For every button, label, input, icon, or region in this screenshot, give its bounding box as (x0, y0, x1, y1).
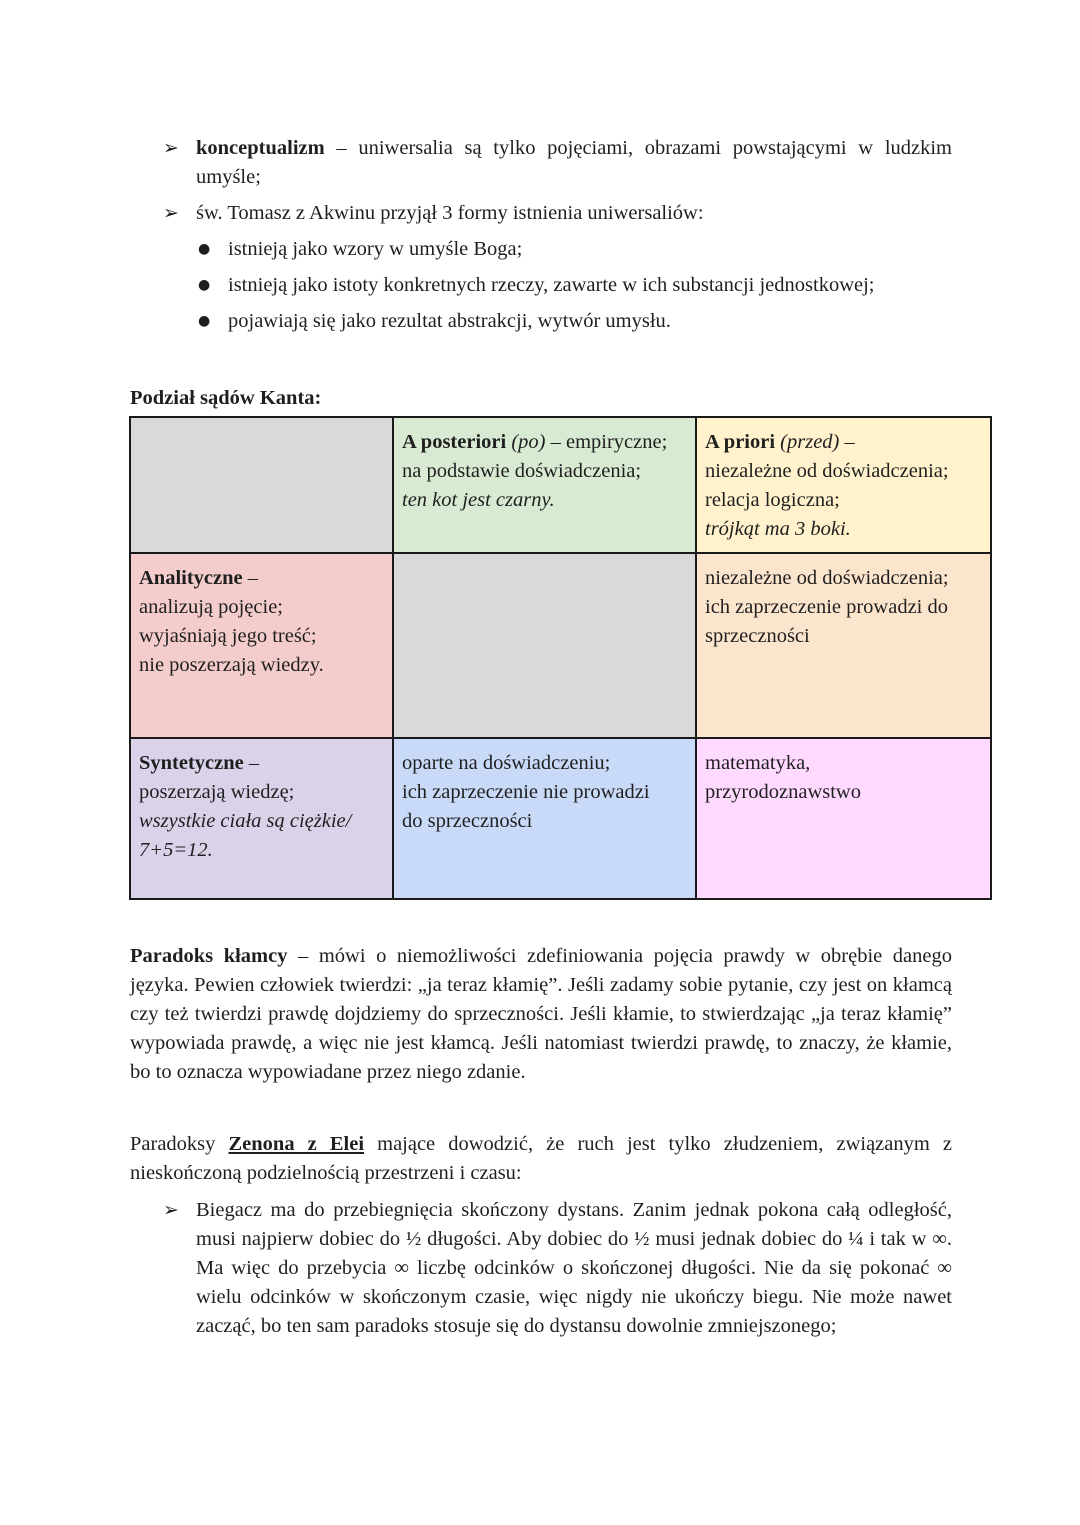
a-priori-example: trójkąt ma 3 boki. (705, 518, 851, 540)
bullet-item (130, 271, 952, 300)
analytic-title: Analityczne (139, 567, 243, 589)
kant-judgments-table (129, 416, 992, 900)
analytic-a-priori-cell (696, 553, 991, 738)
arrow-bullet-icon: ➢ (163, 1199, 179, 1221)
zenon-intro-before: Paradoksy (130, 1133, 229, 1155)
bullet-dot-icon: ● (198, 241, 211, 257)
a-priori-rest: – (839, 431, 855, 453)
analytic-line: nie poszerzają wiedzy. (139, 654, 324, 676)
liar-paradox-paragraph (130, 942, 952, 1087)
synthetic-line: poszerzają wiedzę; (139, 781, 295, 803)
a-posteriori-title: A posteriori (402, 431, 507, 453)
liar-paradox-text: – mówi o niemożliwości zdefiniowania pojęcia prawdy w obrębie danego języka. Pewien człowiek twierdzi: „ja teraz kłamię”. Jeśli zadamy sobie pytanie, czy jest on kłamcą czy też twierdzi prawdę dojdziemy do sprzeczności. Jeśli kłamie, to stwierdzając „ja teraz kłamię” wypowiada prawdę, a więc nie jest kłamcą. Jeśli natomiast twierdzi prawdę, to znaczy, że kłamie, bo to oznacza wypowiadane przez niego zdanie. (130, 945, 952, 1083)
header-a-posteriori (393, 417, 696, 553)
table-row (130, 553, 991, 738)
bullet-text: istnieją jako istoty konkretnych rzeczy, zawarte w ich substancji jednostkowej; (228, 274, 875, 296)
analytic-line: analizują pojęcie; (139, 596, 283, 618)
synthetic-example: wszystkie ciała są ciężkie/ (139, 810, 352, 832)
zenon-list (130, 1196, 952, 1341)
a-posteriori-desc: na podstawie doświadczenia; (402, 460, 642, 482)
list-item-runner-paradox (130, 1196, 952, 1341)
a-posteriori-rest: – empiryczne; (545, 431, 668, 453)
kant-heading-text: Podział sądów Kanta: (130, 387, 322, 409)
term-konceptualizm: konceptualizm (196, 137, 325, 159)
synthetic-a-posteriori-cell (393, 738, 696, 899)
bullet-text: istnieją jako wzory w umyśle Boga; (228, 238, 523, 260)
cell-line: ich zaprzeczenie nie prowadzi (402, 781, 650, 803)
bullet-dot-icon: ● (198, 313, 211, 329)
zenon-intro-paragraph (130, 1130, 952, 1188)
bullet-item (130, 307, 952, 336)
zenon-intro-after: mające dowodzić, że ruch jest tylko złudzeniem, związanym z nieskończoną podzielnością przestrzeni i czasu: (130, 1133, 953, 1184)
table-corner-cell (130, 417, 393, 553)
arrow-bullet-icon: ➢ (163, 202, 179, 224)
cell-line: sprzeczności (705, 625, 810, 647)
table-row (130, 417, 991, 553)
bullet-item (130, 235, 952, 264)
cell-line: do sprzeczności (402, 810, 533, 832)
konceptualizm-definition: – uniwersalia są tylko pojęciami, obrazami powstającymi w ludzkim umyśle; (196, 137, 952, 188)
a-priori-title: A priori (705, 431, 776, 453)
row-header-analytic (130, 553, 393, 738)
analytic-dash: – (242, 567, 258, 589)
analytic-line: wyjaśniają jego treść; (139, 625, 317, 647)
cell-line: matematyka, (705, 752, 811, 774)
a-priori-desc: relacja logiczna; (705, 489, 840, 511)
liar-paradox-term: Paradoks kłamcy (130, 945, 288, 967)
a-posteriori-example: ten kot jest czarny. (402, 489, 555, 511)
header-a-priori (696, 417, 991, 553)
zenon-name-link[interactable]: Zenona z Elei (228, 1133, 365, 1155)
cell-line: niezależne od doświadczenia; (705, 567, 949, 589)
synthetic-a-priori-cell (696, 738, 991, 899)
bullet-dot-icon: ● (198, 277, 211, 293)
runner-paradox-text: Biegacz ma do przebiegnięcia skończony dystans. Zanim jednak pokona całą odległość, musi najpierw dobiec do ½ długości. Aby dobiec do ½ musi jednak dobiec do ¼ i tak w ∞. Ma więc do przebycia ∞ liczbę odcinków o skończonej długości. Nie da się pokonać ∞ wielu odcinków w skończonym czasie, więc nigdy nie ukończy biegu. Nie może nawet zacząć, bo ten sam paradoks stosuje się do dystansu dowolnie zmniejszonego; (196, 1199, 952, 1337)
kant-heading (130, 384, 952, 413)
analytic-a-posteriori-cell (393, 553, 696, 738)
row-header-synthetic (130, 738, 393, 899)
table-row (130, 738, 991, 899)
synthetic-dash: – (243, 752, 260, 774)
synthetic-title: Syntetyczne (139, 752, 244, 774)
cell-line: ich zaprzeczenie prowadzi do (705, 596, 949, 618)
tomasz-text: św. Tomasz z Akwinu przyjął 3 formy istnienia uniwersaliów: (196, 202, 704, 224)
cell-line: przyrodoznawstwo (705, 781, 861, 803)
cell-line: oparte na doświadczeniu; (402, 752, 611, 774)
universals-list (130, 134, 952, 336)
a-priori-latin: (przed) (775, 431, 840, 453)
synthetic-example: 7+5=12. (139, 839, 213, 861)
list-item-konceptualizm (130, 134, 952, 192)
list-item-tomasz (130, 199, 952, 228)
a-priori-desc: niezależne od doświadczenia; (705, 460, 949, 482)
arrow-bullet-icon: ➢ (163, 137, 179, 159)
a-posteriori-latin: (po) (506, 431, 546, 453)
bullet-text: pojawiają się jako rezultat abstrakcji, wytwór umysłu. (228, 310, 671, 332)
